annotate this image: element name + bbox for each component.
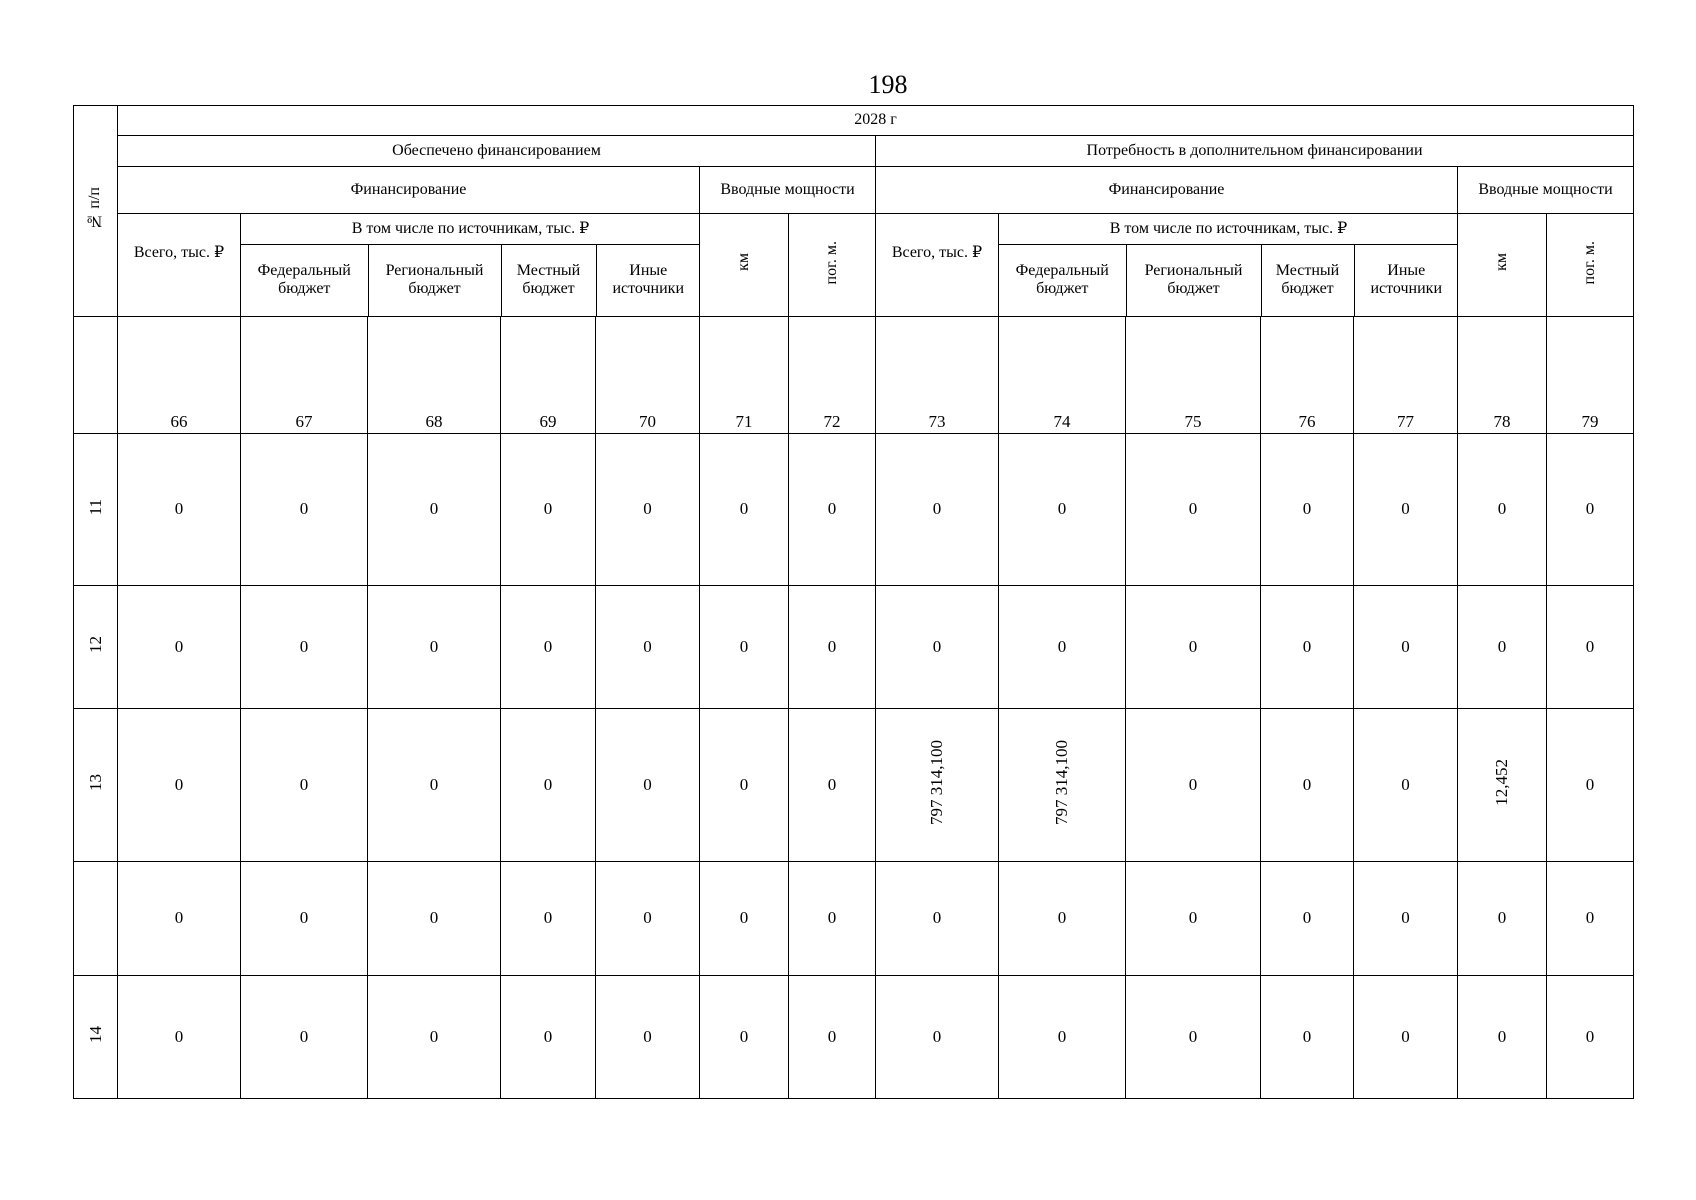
secured-group-header: Обеспечено финансированием — [118, 136, 876, 167]
table-cell: 0 — [1354, 976, 1458, 1099]
table-cell: 0 — [1354, 862, 1458, 976]
table-cell: 0 — [1547, 586, 1634, 709]
table-cell: 0 — [368, 434, 501, 586]
table-cell: 0 — [118, 976, 241, 1099]
table-cell: 0 — [1126, 976, 1261, 1099]
column-number: 77 — [1354, 317, 1458, 434]
table-cell: 0 — [1126, 434, 1261, 586]
needed-federal-header: Федеральный бюджет — [999, 244, 1126, 316]
table-cell: 0 — [368, 976, 501, 1099]
table-cell: 12,452 — [1458, 709, 1547, 862]
column-number: 70 — [596, 317, 700, 434]
table-cell: 0 — [501, 586, 596, 709]
secured-by-sources-header: В том числе по источникам, тыс. ₽ — [241, 214, 700, 244]
secured-capacity-header: Вводные мощности — [700, 167, 876, 214]
column-number: 79 — [1547, 317, 1634, 434]
table-row — [74, 709, 1634, 862]
table-cell: 0 — [1547, 709, 1634, 862]
table-cell: 0 — [501, 862, 596, 976]
table-cell: 0 — [700, 709, 789, 862]
table-cell: 0 — [876, 586, 999, 709]
table-cell: 0 — [1458, 862, 1547, 976]
table-cell: 0 — [501, 709, 596, 862]
table-cell: 0 — [1547, 862, 1634, 976]
table-cell: 0 — [1126, 586, 1261, 709]
secured-sources-block — [241, 214, 700, 317]
column-number: 69 — [501, 317, 596, 434]
financing-table — [73, 105, 1634, 1099]
table-cell: 0 — [999, 434, 1126, 586]
table-cell: 0 — [1547, 434, 1634, 586]
table-cell: 0 — [876, 862, 999, 976]
needed-sources-block — [999, 214, 1458, 317]
table-cell: 0 — [789, 976, 876, 1099]
table-row — [74, 586, 1634, 709]
table-cell: 0 — [501, 976, 596, 1099]
table-cell: 0 — [241, 862, 368, 976]
table-cell: 0 — [1126, 862, 1261, 976]
table-cell: 0 — [368, 586, 501, 709]
secured-local-header: Местный бюджет — [501, 244, 596, 316]
table-cell: 0 — [241, 434, 368, 586]
column-number: 68 — [368, 317, 501, 434]
table-cell: 0 — [118, 586, 241, 709]
secured-sources-subtable — [241, 214, 700, 316]
row-number — [74, 862, 118, 976]
column-number: 74 — [999, 317, 1126, 434]
table-cell: 0 — [241, 709, 368, 862]
year-header: 2028 г — [118, 106, 1634, 136]
table-cell: 0 — [596, 862, 700, 976]
row-number: 12 — [74, 586, 118, 709]
table-cell: 0 — [700, 586, 789, 709]
table-cell: 0 — [789, 862, 876, 976]
table-cell: 0 — [999, 862, 1126, 976]
table-cell: 0 — [1458, 976, 1547, 1099]
table-row — [74, 434, 1634, 586]
table-cell: 0 — [596, 709, 700, 862]
table-cell: 0 — [241, 586, 368, 709]
table-cell: 0 — [700, 862, 789, 976]
table-cell: 0 — [241, 976, 368, 1099]
table-cell: 0 — [1354, 434, 1458, 586]
table-cell: 0 — [1354, 586, 1458, 709]
secured-other-header: Иные источники — [612, 261, 685, 298]
needed-local-header: Местный бюджет — [1261, 244, 1354, 316]
secured-financing-header: Финансирование — [118, 167, 700, 214]
needed-by-sources-header: В том числе по источникам, тыс. ₽ — [999, 214, 1458, 244]
table-cell: 0 — [999, 586, 1126, 709]
table-cell: 0 — [501, 434, 596, 586]
table-cell: 0 — [1261, 586, 1354, 709]
column-number: 78 — [1458, 317, 1547, 434]
table-cell: 0 — [876, 976, 999, 1099]
needed-total-header: Всего, тыс. ₽ — [876, 214, 999, 317]
table-cell: 0 — [1261, 862, 1354, 976]
table-cell: 0 — [1261, 709, 1354, 862]
secured-federal-header: Федеральный бюджет — [241, 244, 368, 316]
table-cell: 0 — [118, 434, 241, 586]
data-rows — [74, 434, 1634, 1099]
table-cell: 0 — [1547, 976, 1634, 1099]
needed-sources-subtable — [999, 214, 1458, 316]
table-cell: 0 — [596, 434, 700, 586]
table-cell: 0 — [789, 709, 876, 862]
table-cell: 0 — [596, 586, 700, 709]
table-cell: 0 — [1261, 976, 1354, 1099]
column-number: 66 — [118, 317, 241, 434]
needed-capacity-header: Вводные мощности — [1458, 167, 1634, 214]
table-cell: 0 — [1261, 434, 1354, 586]
column-header-no: № п/п — [74, 106, 118, 317]
row-number: 13 — [74, 709, 118, 862]
needed-regional-header: Региональный бюджет — [1126, 244, 1261, 316]
table-cell: 0 — [1458, 586, 1547, 709]
table-cell: 0 — [596, 976, 700, 1099]
needed-group-header: Потребность в дополнительном финансировании — [876, 136, 1634, 167]
column-number: 76 — [1261, 317, 1354, 434]
needed-financing-header: Финансирование — [876, 167, 1458, 214]
column-number: 72 — [789, 317, 876, 434]
column-number: 67 — [241, 317, 368, 434]
table-cell: 797 314,100 — [999, 709, 1126, 862]
column-number: 73 — [876, 317, 999, 434]
table-cell: 0 — [700, 976, 789, 1099]
table-cell: 0 — [876, 434, 999, 586]
secured-regional-header: Региональный бюджет — [368, 244, 501, 316]
table-cell: 0 — [368, 709, 501, 862]
secured-km-header: км — [700, 214, 789, 317]
secured-total-header: Всего, тыс. ₽ — [118, 214, 241, 317]
table-cell: 0 — [1354, 709, 1458, 862]
table-cell: 0 — [118, 709, 241, 862]
secured-pogm-header: пог. м. — [789, 214, 876, 317]
table-cell: 0 — [999, 976, 1126, 1099]
table-cell: 0 — [1458, 434, 1547, 586]
table-row — [74, 862, 1634, 976]
column-number: 71 — [700, 317, 789, 434]
table-row — [74, 976, 1634, 1099]
column-number: 75 — [1126, 317, 1261, 434]
column-number-blank — [74, 317, 118, 434]
row-number: 11 — [74, 434, 118, 586]
table-cell: 0 — [700, 434, 789, 586]
needed-km-header: км — [1458, 214, 1547, 317]
row-number: 14 — [74, 976, 118, 1099]
page-number: 198 — [868, 70, 908, 99]
table-cell: 797 314,100 — [876, 709, 999, 862]
needed-pogm-header: пог. м. — [1547, 214, 1634, 317]
table-cell: 0 — [1126, 709, 1261, 862]
column-number-row — [74, 317, 1634, 434]
table-cell: 0 — [789, 434, 876, 586]
needed-other-header: Иные источники — [1370, 261, 1443, 298]
table-cell: 0 — [368, 862, 501, 976]
table-cell: 0 — [789, 586, 876, 709]
table-cell: 0 — [118, 862, 241, 976]
